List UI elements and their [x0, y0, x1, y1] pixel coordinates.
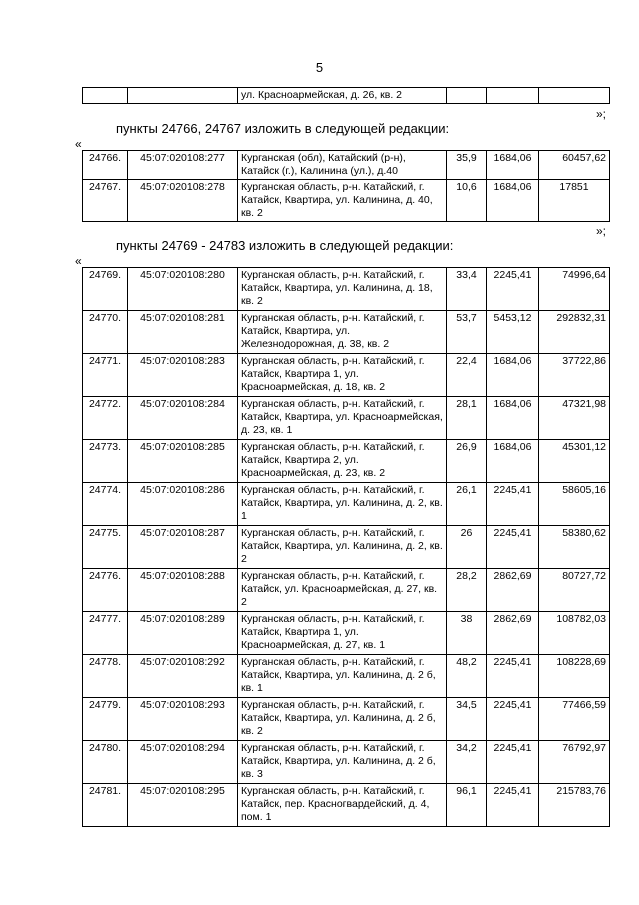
cell-number: 24770. — [83, 311, 128, 354]
cell-price — [487, 88, 539, 104]
table-row — [83, 483, 610, 526]
cell-price: 2245,41 — [487, 784, 539, 827]
cell-address: Курганская область, р-н. Катайский, г. Катайск, Квартира 1, ул. Красноармейская, д. 27, кв. 1 — [238, 612, 447, 655]
cell-area: 34,2 — [447, 741, 487, 784]
table-items-b — [82, 267, 610, 827]
cell-area: 26,9 — [447, 440, 487, 483]
cell-number: 24778. — [83, 655, 128, 698]
cell-value: 37722,86 — [539, 354, 610, 397]
cell-price: 2862,69 — [487, 612, 539, 655]
cell-value — [539, 88, 610, 104]
cell-number: 24766. — [83, 151, 128, 180]
cell-cadastral: 45:07:020108:286 — [128, 483, 238, 526]
table-continuation — [82, 87, 610, 104]
cell-value: 77466,59 — [539, 698, 610, 741]
cell-area: 38 — [447, 612, 487, 655]
cell-value: 58380,62 — [539, 526, 610, 569]
cell-cadastral: 45:07:020108:293 — [128, 698, 238, 741]
table-row — [83, 741, 610, 784]
cell-cadastral: 45:07:020108:285 — [128, 440, 238, 483]
table-row — [83, 151, 610, 180]
cell-number — [83, 88, 128, 104]
cell-cadastral: 45:07:020108:284 — [128, 397, 238, 440]
cell-price: 2245,41 — [487, 483, 539, 526]
section-heading: пункты 24766, 24767 изложить в следующей редакции: — [116, 121, 450, 136]
page-number: 5 — [315, 60, 324, 75]
cell-number: 24772. — [83, 397, 128, 440]
cell-area — [447, 88, 487, 104]
cell-number: 24771. — [83, 354, 128, 397]
cell-number: 24779. — [83, 698, 128, 741]
cell-address: Курганская область, р-н. Катайский, г. Катайск, Квартира, ул. Красноармейская, д. 23, кв. 1 — [238, 397, 447, 440]
cell-value: 292832,31 — [539, 311, 610, 354]
cell-area: 28,2 — [447, 569, 487, 612]
cell-number: 24775. — [83, 526, 128, 569]
cell-number: 24777. — [83, 612, 128, 655]
cell-area: 34,5 — [447, 698, 487, 741]
cell-value: 74996,64 — [539, 268, 610, 311]
cell-price: 1684,06 — [487, 180, 539, 222]
cell-cadastral: 45:07:020108:281 — [128, 311, 238, 354]
table-row — [83, 698, 610, 741]
cell-address: ул. Красноармейская, д. 26, кв. 2 — [238, 88, 447, 104]
cell-cadastral: 45:07:020108:280 — [128, 268, 238, 311]
cell-price: 1684,06 — [487, 151, 539, 180]
cell-address: Курганская область, р-н. Катайский, г. Катайск, Квартира, ул. Калинина, д. 2 б, кв. 3 — [238, 741, 447, 784]
cell-price: 2245,41 — [487, 655, 539, 698]
table-items-a — [82, 150, 610, 222]
cell-value: 80727,72 — [539, 569, 610, 612]
cell-area: 10,6 — [447, 180, 487, 222]
cell-value: 108782,03 — [539, 612, 610, 655]
cell-price: 2245,41 — [487, 741, 539, 784]
cell-address: Курганская область, р-н. Катайский, г. Катайск, Квартира, ул. Калинина, д. 2, кв. 2 — [238, 526, 447, 569]
cell-area: 26,1 — [447, 483, 487, 526]
cell-address: Курганская область, р-н. Катайский, г. Катайск, Квартира 2, ул. Красноармейская, д. 23, кв. 2 — [238, 440, 447, 483]
table-row — [83, 397, 610, 440]
section-heading: пункты 24769 - 24783 изложить в следующей редакции: — [116, 238, 454, 253]
cell-price: 1684,06 — [487, 354, 539, 397]
cell-address: Курганская область, р-н. Катайский, г. Катайск, пер. Красногвардейский, д. 4, пом. 1 — [238, 784, 447, 827]
cell-area: 33,4 — [447, 268, 487, 311]
table-row — [83, 569, 610, 612]
table-row — [83, 440, 610, 483]
cell-address: Курганская область, р-н. Катайский, г. Катайск, Квартира, ул. Калинина, д. 2, кв. 1 — [238, 483, 447, 526]
cell-cadastral: 45:07:020108:292 — [128, 655, 238, 698]
closing-quote: »; — [596, 224, 607, 238]
cell-area: 35,9 — [447, 151, 487, 180]
table-row — [83, 526, 610, 569]
table-row — [83, 612, 610, 655]
cell-area: 48,2 — [447, 655, 487, 698]
cell-number: 24767. — [83, 180, 128, 222]
cell-number: 24773. — [83, 440, 128, 483]
opening-quote: « — [75, 254, 82, 268]
cell-address: Курганская область, р-н. Катайский, г. Катайск, Квартира, ул. Калинина, д. 18, кв. 2 — [238, 268, 447, 311]
cell-price: 2245,41 — [487, 526, 539, 569]
cell-price: 5453,12 — [487, 311, 539, 354]
cell-area: 96,1 — [447, 784, 487, 827]
cell-cadastral: 45:07:020108:278 — [128, 180, 238, 222]
cell-cadastral: 45:07:020108:283 — [128, 354, 238, 397]
table-row — [83, 354, 610, 397]
cell-area: 28,1 — [447, 397, 487, 440]
cell-value: 76792,97 — [539, 741, 610, 784]
cell-address: Курганская область, р-н. Катайский, г. Катайск, Квартира, ул. Калинина, д. 2 б, кв. 2 — [238, 698, 447, 741]
cell-cadastral: 45:07:020108:289 — [128, 612, 238, 655]
table-row — [83, 88, 610, 104]
cell-cadastral — [128, 88, 238, 104]
opening-quote: « — [75, 137, 82, 151]
table-row — [83, 784, 610, 827]
cell-value: 47321,98 — [539, 397, 610, 440]
cell-value: 60457,62 — [539, 151, 610, 180]
table-row — [83, 180, 610, 222]
cell-address: Курганская область, р-н. Катайский, г. Катайск, Квартира, ул. Калинина, д. 2 б, кв. 1 — [238, 655, 447, 698]
cell-area: 22,4 — [447, 354, 487, 397]
cell-number: 24781. — [83, 784, 128, 827]
table-row — [83, 311, 610, 354]
cell-cadastral: 45:07:020108:287 — [128, 526, 238, 569]
cell-address: Курганская (обл), Катайский (р-н), Катайск (г.), Калинина (ул.), д.40 — [238, 151, 447, 180]
cell-value: 108228,69 — [539, 655, 610, 698]
cell-cadastral: 45:07:020108:288 — [128, 569, 238, 612]
cell-cadastral: 45:07:020108:294 — [128, 741, 238, 784]
cell-address: Курганская область, р-н. Катайский, г. Катайск, ул. Красноармейская, д. 27, кв. 2 — [238, 569, 447, 612]
cell-price: 2862,69 — [487, 569, 539, 612]
cell-price: 1684,06 — [487, 397, 539, 440]
table-row — [83, 268, 610, 311]
cell-area: 53,7 — [447, 311, 487, 354]
cell-area: 26 — [447, 526, 487, 569]
cell-number: 24780. — [83, 741, 128, 784]
cell-cadastral: 45:07:020108:277 — [128, 151, 238, 180]
cell-price: 2245,41 — [487, 698, 539, 741]
cell-address: Курганская область, р-н. Катайский, г. Катайск, Квартира 1, ул. Красноармейская, д. 18, кв. 2 — [238, 354, 447, 397]
cell-number: 24774. — [83, 483, 128, 526]
cell-price: 2245,41 — [487, 268, 539, 311]
cell-value: 45301,12 — [539, 440, 610, 483]
table-row — [83, 655, 610, 698]
cell-cadastral: 45:07:020108:295 — [128, 784, 238, 827]
cell-number: 24769. — [83, 268, 128, 311]
cell-value: 17851 — [539, 180, 610, 222]
cell-value: 215783,76 — [539, 784, 610, 827]
closing-quote: »; — [596, 107, 607, 121]
cell-price: 1684,06 — [487, 440, 539, 483]
cell-value: 58605,16 — [539, 483, 610, 526]
cell-address: Курганская область, р-н. Катайский, г. Катайск, Квартира, ул. Калинина, д. 40, кв. 2 — [238, 180, 447, 222]
cell-address: Курганская область, р-н. Катайский, г. Катайск, Квартира, ул. Железнодорожная, д. 38, кв. 2 — [238, 311, 447, 354]
cell-number: 24776. — [83, 569, 128, 612]
